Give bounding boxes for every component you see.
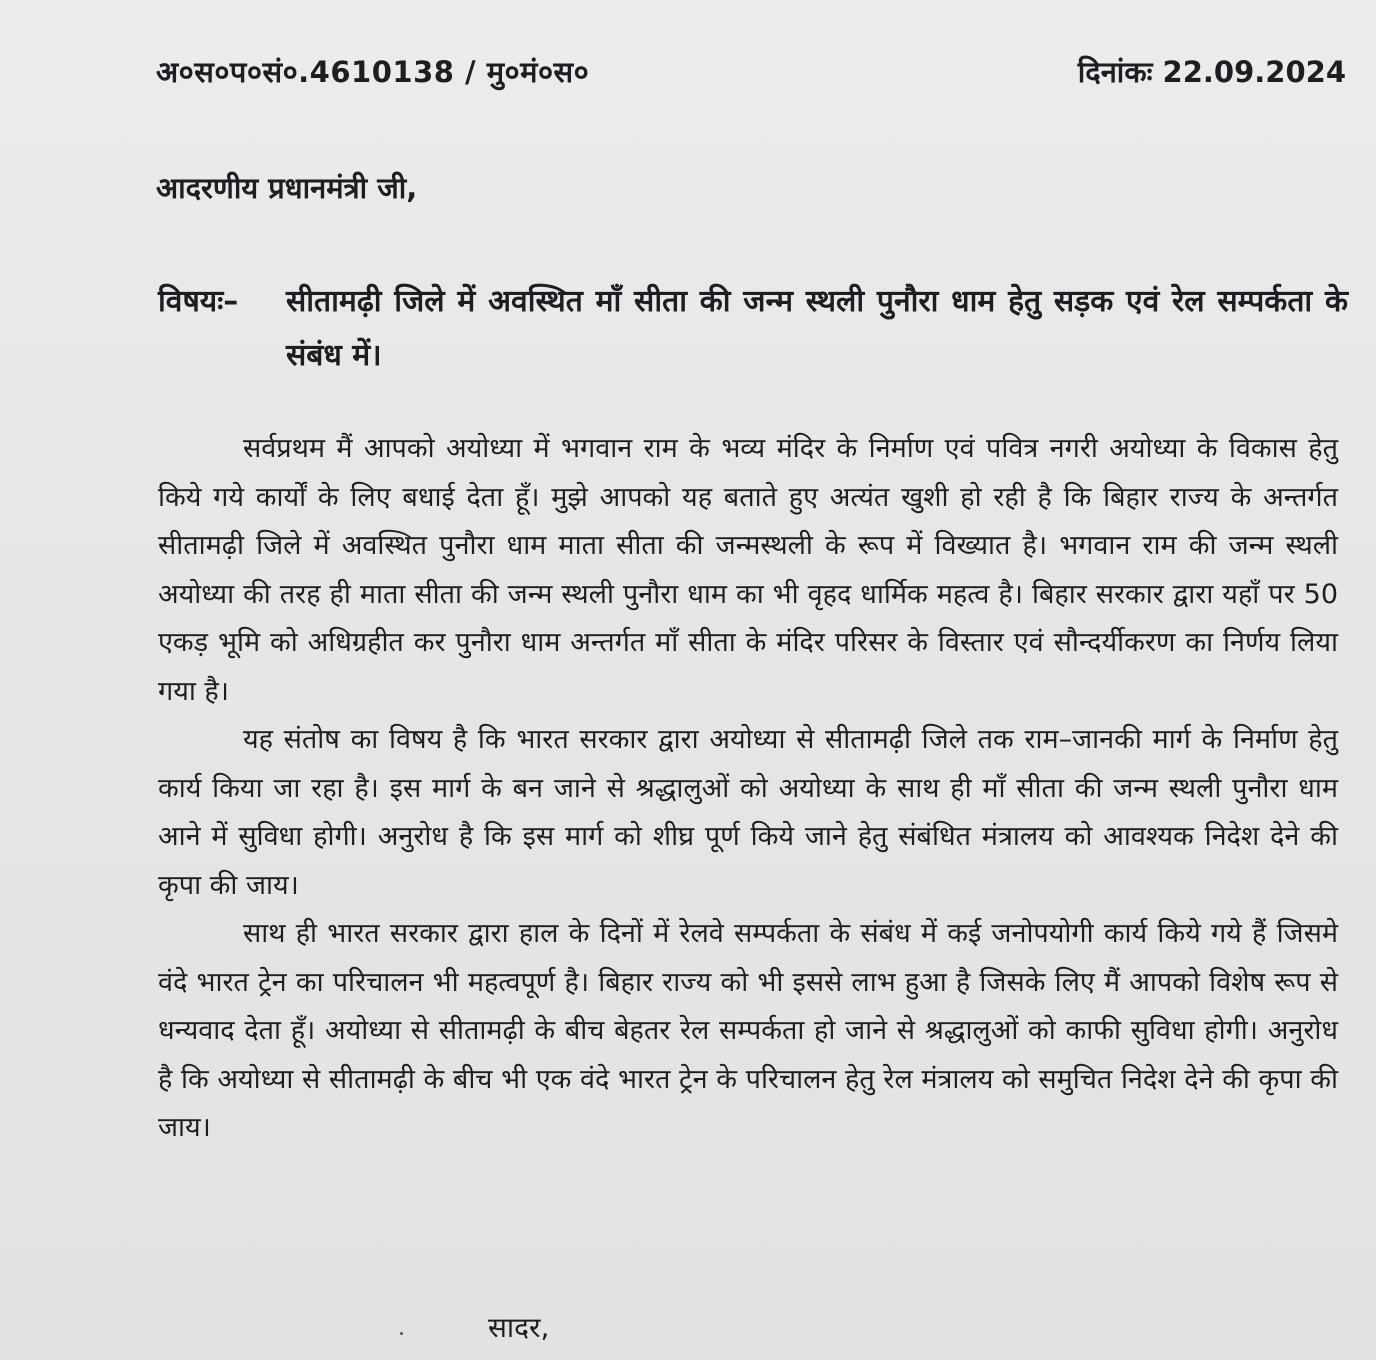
paragraph-3: साथ ही भारत सरकार द्वारा हाल के दिनों में रेलवे सम्पर्कता के संबंध में कई जनोपयोगी कार्य किये गये हैं जिसमे वंदे भारत ट्रेन का परिचालन भी महत्वपूर्ण है। बिहार राज्य को भी इससे लाभ हुआ है जिसके लिए मैं आपको विशेष रूप से धन्यवाद देता हूँ। अयोध्या से सीतामढ़ी के बीच बेहतर रेल सम्पर्कता हो जाने से श्रद्धालुओं को काफी सुविधा होगी। अनुरोध है कि अयोध्या से सीतामढ़ी के बीच भी एक वंदे भारत ट्रेन के परिचालन हेतु रेल मंत्रालय को समुचित निदेश देने की कृपा की जाय। [158,918,1338,1143]
subject-text: सीतामढ़ी जिले में अवस्थित माँ सीता की जन्म स्थली पुनौरा धाम हेतु सड़क एवं रेल सम्पर्कता के संबंध में। [286,284,1348,373]
subject-block [158,275,1348,383]
paper-speck [400,1332,403,1335]
letter-body [158,425,1338,1153]
salutation: आदरणीय प्रधानमंत्री जी, [156,171,418,205]
letter-date: दिनांकः 22.09.2024 [1077,55,1346,89]
paragraph-1: सर्वप्रथम मैं आपको अयोध्या में भगवान राम के भव्य मंदिर के निर्माण एवं पवित्र नगरी अयोध्या के विकास हेतु किये गये कार्यों के लिए बधाई देता हूँ। मुझे आपको यह बताते हुए अत्यंत खुशी हो रही है कि बिहार राज्य के अन्तर्गत सीतामढ़ी जिले में अवस्थित पुनौरा धाम माता सीता की जन्मस्थली के रूप में विख्यात है। भगवान राम की जन्म स्थली अयोध्या की तरह ही माता सीता की जन्म स्थली पुनौरा धाम का भी वृहद धार्मिक महत्व है। बिहार सरकार द्वारा यहाँ पर 50 एकड़ भूमि को अधिग्रहीत कर पुनौरा धाम अन्तर्गत माँ सीता के मंदिर परिसर के विस्तार एवं सौन्दर्यीकरण का निर्णय लिया गया है। [158,433,1338,707]
closing: सादर, [488,1311,550,1344]
subject-label: विषयः– [158,284,239,319]
paragraph-2: यह संतोष का विषय है कि भारत सरकार द्वारा अयोध्या से सीतामढ़ी जिले तक राम–जानकी मार्ग के निर्माण हेतु कार्य किया जा रहा है। इस मार्ग के बन जाने से श्रद्धालुओं को अयोध्या के साथ ही माँ सीता की जन्म स्थली पुनौरा धाम आने में सुविधा होगी। अनुरोध है कि इस मार्ग को शीघ्र पूर्ण किये जाने हेतु संबंधित मंत्रालय को आवश्यक निदेश देने की कृपा की जाय। [158,724,1338,901]
reference-number: अ०स०प०सं०.4610138 / मु०मं०स० [156,55,590,89]
